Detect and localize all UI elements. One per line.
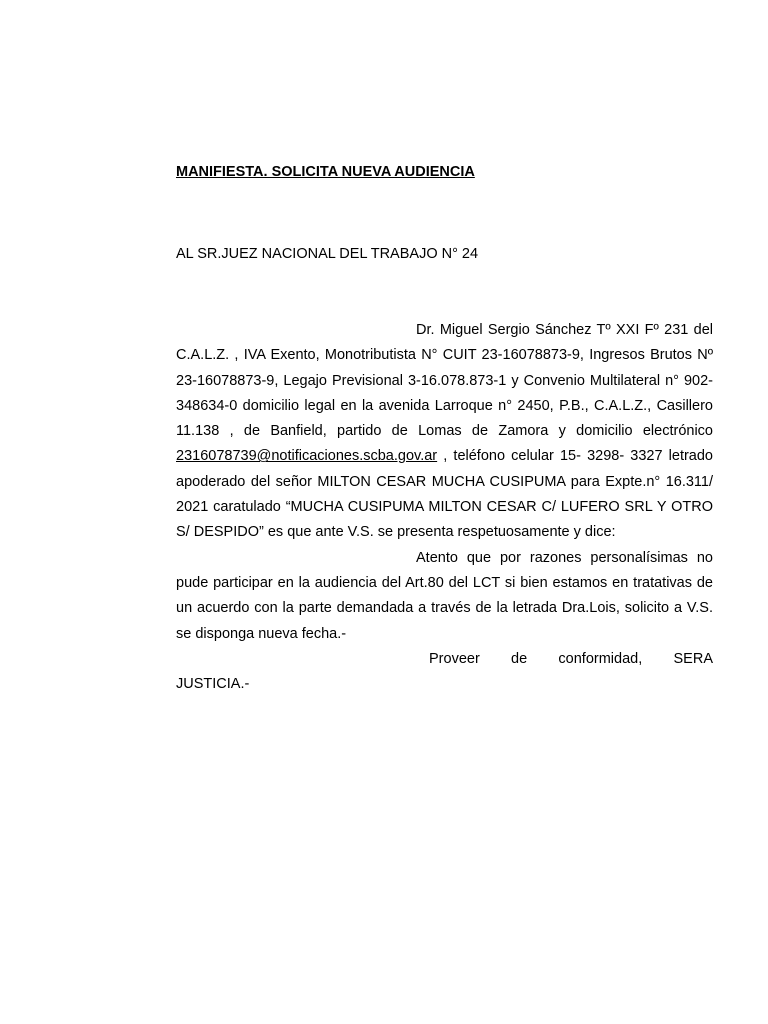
closing-last-line: JUSTICIA.- bbox=[176, 676, 250, 693]
closing-line bbox=[176, 647, 713, 672]
intro-details: del C.A.L.Z. , IVA Exento, Monotributista N° CUIT 23-16078873-9, Ingresos Brutos Nº 23-16078873-9, Legajo Previsional 3-16.078.873-1 y Convenio Multilateral n° 902-348634-0 domicilio legal en la avenida Larroque n° 2450, P.B., C.A.L.Z., Casillero 11.138 , de Banfield, partido de Lomas de Zamora y domicilio electrónico bbox=[176, 322, 713, 440]
closing-word: SERA bbox=[673, 650, 713, 667]
intro-first-line: Dr. Miguel Sergio Sánchez Tº XXI Fº 231 bbox=[416, 322, 689, 338]
closing-word: Proveer bbox=[429, 650, 480, 667]
email-link[interactable]: 2316078739@notificaciones.scba.gov.ar bbox=[176, 448, 438, 465]
closing-word: conformidad, bbox=[558, 650, 643, 667]
addressee-line: AL SR.JUEZ NACIONAL DEL TRABAJO N° 24 bbox=[176, 246, 479, 262]
document-title: MANIFIESTA. SOLICITA NUEVA AUDIENCIA bbox=[176, 164, 475, 180]
intro-details-continued: , teléfono celular 15- 3298- 3327 letrado apoderado del señor MILTON CESAR MUCHA CUSIPUMA para Expte.n° 16.311/ 2021 caratulado “MUCHA CUSIPUMA MILTON CESAR C/ LUFERO SRL Y OTRO S/ DESPIDO” es que ante V.S. se presenta respetuosamente y dice: bbox=[176, 448, 713, 541]
request-paragraph: Atento que por razones personalísimas no pude participar en la audiencia del Art.80 del LCT si bien estamos en tratativas de un acuerdo con la parte demandada a través de la letrada Dra.Lois, solicito a V.S. se disponga nueva fecha.- bbox=[176, 549, 713, 642]
closing-word: de bbox=[511, 650, 528, 667]
intro-paragraph bbox=[176, 318, 713, 546]
document-body bbox=[176, 318, 713, 697]
